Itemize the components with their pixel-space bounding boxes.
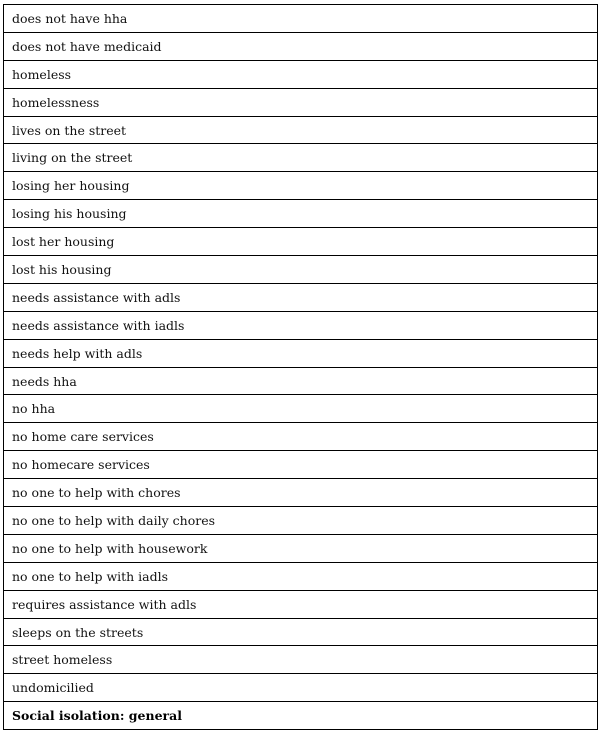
table-row: living on the street: [4, 144, 597, 172]
table-row: does not have medicaid: [4, 33, 597, 61]
table-row: no one to help with housework: [4, 535, 597, 563]
table-row: losing her housing: [4, 172, 597, 200]
table-row: street homeless: [4, 646, 597, 674]
table-row: needs hha: [4, 368, 597, 396]
terms-table: [3, 4, 598, 730]
table-row: sleeps on the streets: [4, 619, 597, 647]
table-row: homelessness: [4, 89, 597, 117]
table-row: homeless: [4, 61, 597, 89]
table-row: needs assistance with iadls: [4, 312, 597, 340]
table-row: requires assistance with adls: [4, 591, 597, 619]
table-row: lost his housing: [4, 256, 597, 284]
table-row: no one to help with daily chores: [4, 507, 597, 535]
table-row: undomicilied: [4, 674, 597, 702]
table-row: no one to help with chores: [4, 479, 597, 507]
table-row: no hha: [4, 395, 597, 423]
table-row: does not have hha: [4, 5, 597, 33]
table-row: no homecare services: [4, 451, 597, 479]
table-row: losing his housing: [4, 200, 597, 228]
table-row: lost her housing: [4, 228, 597, 256]
table-row: needs help with adls: [4, 340, 597, 368]
table-row: no home care services: [4, 423, 597, 451]
section-header-row: Social isolation: general: [4, 702, 597, 730]
table-row: needs assistance with adls: [4, 284, 597, 312]
table-row: lives on the street: [4, 117, 597, 145]
table-row: no one to help with iadls: [4, 563, 597, 591]
